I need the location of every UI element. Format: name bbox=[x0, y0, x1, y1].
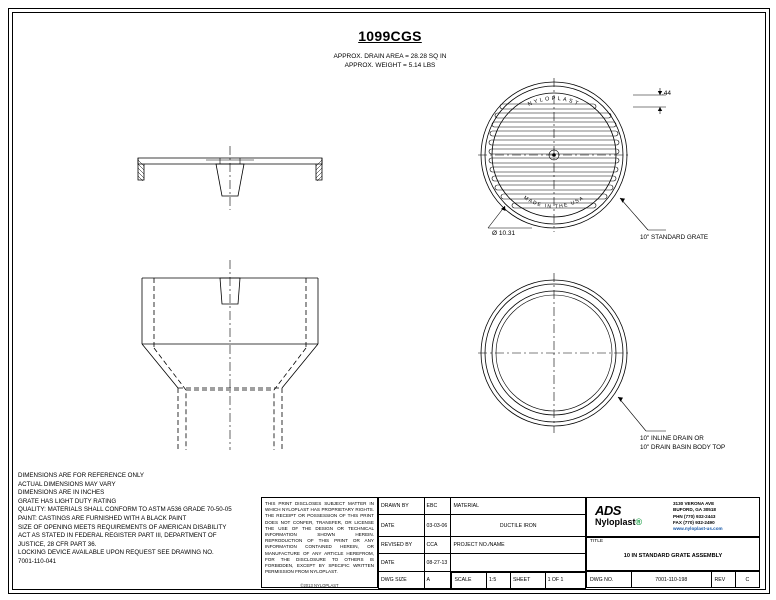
nyloplast-wordmark: Nyloplast bbox=[595, 517, 636, 527]
note-line: ACT AS STATED IN FEDERAL REGISTER PART III, DEPARTMENT OF bbox=[18, 532, 217, 540]
company-address bbox=[673, 501, 723, 532]
company-logo-block bbox=[586, 497, 760, 537]
sheet-label: SHEET bbox=[510, 573, 545, 589]
diameter-dimension: Ø 10.31 bbox=[492, 230, 516, 237]
date-label-1: DATE bbox=[379, 515, 425, 537]
dwg-size-value: A bbox=[424, 572, 451, 589]
scale-label: SCALE bbox=[452, 573, 487, 589]
title-cell bbox=[586, 537, 760, 571]
grate-callout-label: 10" STANDARD GRATE bbox=[640, 234, 709, 241]
copyright-text: ©2013 NYLOPLAST bbox=[300, 583, 339, 588]
rev-label: REV bbox=[711, 572, 735, 588]
dwg-size-label: DWG SIZE bbox=[379, 572, 425, 589]
date-label-2: DATE bbox=[379, 554, 425, 572]
note-line: DIMENSIONS ARE IN INCHES bbox=[18, 489, 105, 497]
address-line: PHN (770) 932-2443 bbox=[673, 513, 716, 519]
project-label: PROJECT NO./NAME bbox=[451, 537, 586, 554]
revised-by-label: REVISED BY bbox=[379, 537, 425, 554]
revised-by-value: CCA bbox=[424, 537, 451, 554]
address-line: 3130 VERONA AVE bbox=[673, 501, 715, 506]
address-line: BUFORD, GA 30518 bbox=[673, 507, 716, 513]
company-website[interactable]: www.nyloplast-us.com bbox=[673, 526, 723, 532]
drawn-by-label: DRAWN BY bbox=[379, 498, 425, 515]
registered-mark-icon: ® bbox=[635, 517, 643, 527]
legal-notice: THIS PRINT DISCLOSES SUBJECT MATTER IN WHICH NYLOPLAST HAS PROPRIETARY RIGHTS. THE RECEIPT OR POSSESSION OF THIS PRINT DOES NOT CONFER, TRANSFER, OR LICENSE THE USE OF THE DESIGN OR TECHNICAL INFORMATION SHOWN HEREIN. REPRODUCTION OF THIS PRINT OR ANY INFORMATION CONTAINED HEREIN, OR MANUFACTURE OF ANY ARTICLE HEREFROM, FOR THE DISCLOSURE TO OTHERS IS FORBIDDEN, EXCEPT BY SPECIFIC WRITTEN PERMISSION FROM NYLOPLAST. bbox=[261, 497, 378, 588]
note-line: JUSTICE, 28 CFR PART 36. bbox=[18, 540, 97, 548]
svg-text:NYLOPLAST: NYLOPLAST bbox=[527, 95, 581, 108]
note-line: LOCKING DEVICE AVAILABLE UPON REQUEST SEE DRAWING NO. bbox=[18, 549, 214, 557]
note-line: QUALITY: MATERIALS SHALL CONFORM TO ASTM A536 GRADE 70-50-05 bbox=[18, 506, 232, 514]
svg-text:MADE IN THE USA: MADE IN THE USA bbox=[522, 195, 586, 211]
title-cell-label: TITLE bbox=[590, 539, 604, 544]
date-value-2: 08-27-13 bbox=[424, 554, 451, 572]
title-cell-value: 10 IN STANDARD GRATE ASSEMBLY bbox=[623, 553, 723, 559]
grate-section-view bbox=[120, 140, 340, 240]
note-line: ACTUAL DIMENSIONS MAY VARY bbox=[18, 480, 116, 488]
project-value bbox=[451, 554, 586, 572]
page-title: 1099CGS bbox=[358, 28, 422, 44]
note-line: GRATE HAS LIGHT DUTY RATING bbox=[18, 497, 117, 505]
body-section-view bbox=[120, 260, 340, 450]
spec-line-2: APPROX. WEIGHT = 5.14 LBS bbox=[344, 62, 436, 69]
notes-block bbox=[18, 472, 258, 567]
sheet-value: 1 OF 1 bbox=[545, 573, 585, 589]
body-plan-view bbox=[470, 265, 670, 455]
scale-value: 1:5 bbox=[487, 573, 511, 589]
address-line: FAX (770) 932-2490 bbox=[673, 519, 715, 525]
dwgno-value: 7001-110-198 bbox=[631, 572, 711, 588]
thickness-dimension: .44 bbox=[662, 90, 672, 97]
date-value-1: 03-03-06 bbox=[424, 515, 451, 537]
dwg-number-row bbox=[586, 571, 760, 588]
logo-area bbox=[587, 498, 669, 536]
material-value: DUCTILE IRON bbox=[451, 515, 586, 537]
revision-table bbox=[378, 497, 586, 588]
nyloplast-logo bbox=[595, 517, 642, 527]
ads-logo: ADS bbox=[595, 503, 621, 518]
body-callout-label bbox=[640, 434, 725, 452]
spec-line-1: APPROX. DRAIN AREA = 28.28 SQ IN bbox=[333, 53, 447, 60]
note-line: 7001-110-041 bbox=[18, 557, 57, 565]
note-line: SIZE OF OPENING MEETS REQUIREMENTS OF AMERICAN DISABILITY bbox=[18, 523, 227, 531]
note-line: PAINT: CASTINGS ARE FURNISHED WITH A BLACK PAINT bbox=[18, 514, 187, 522]
grate-plan-view bbox=[470, 70, 670, 250]
material-label: MATERIAL bbox=[451, 498, 586, 515]
note-line: DIMENSIONS ARE FOR REFERENCE ONLY bbox=[18, 472, 145, 479]
body-callout-line1: 10" INLINE DRAIN OR bbox=[640, 435, 704, 442]
title-header bbox=[280, 28, 500, 70]
body-callout-line2: 10" DRAIN BASIN BODY TOP bbox=[640, 444, 726, 451]
spec-lines bbox=[280, 52, 500, 70]
dwgno-label: DWG NO. bbox=[587, 572, 632, 588]
drawn-by-value: EBC bbox=[424, 498, 451, 515]
rev-value: C bbox=[735, 572, 759, 588]
